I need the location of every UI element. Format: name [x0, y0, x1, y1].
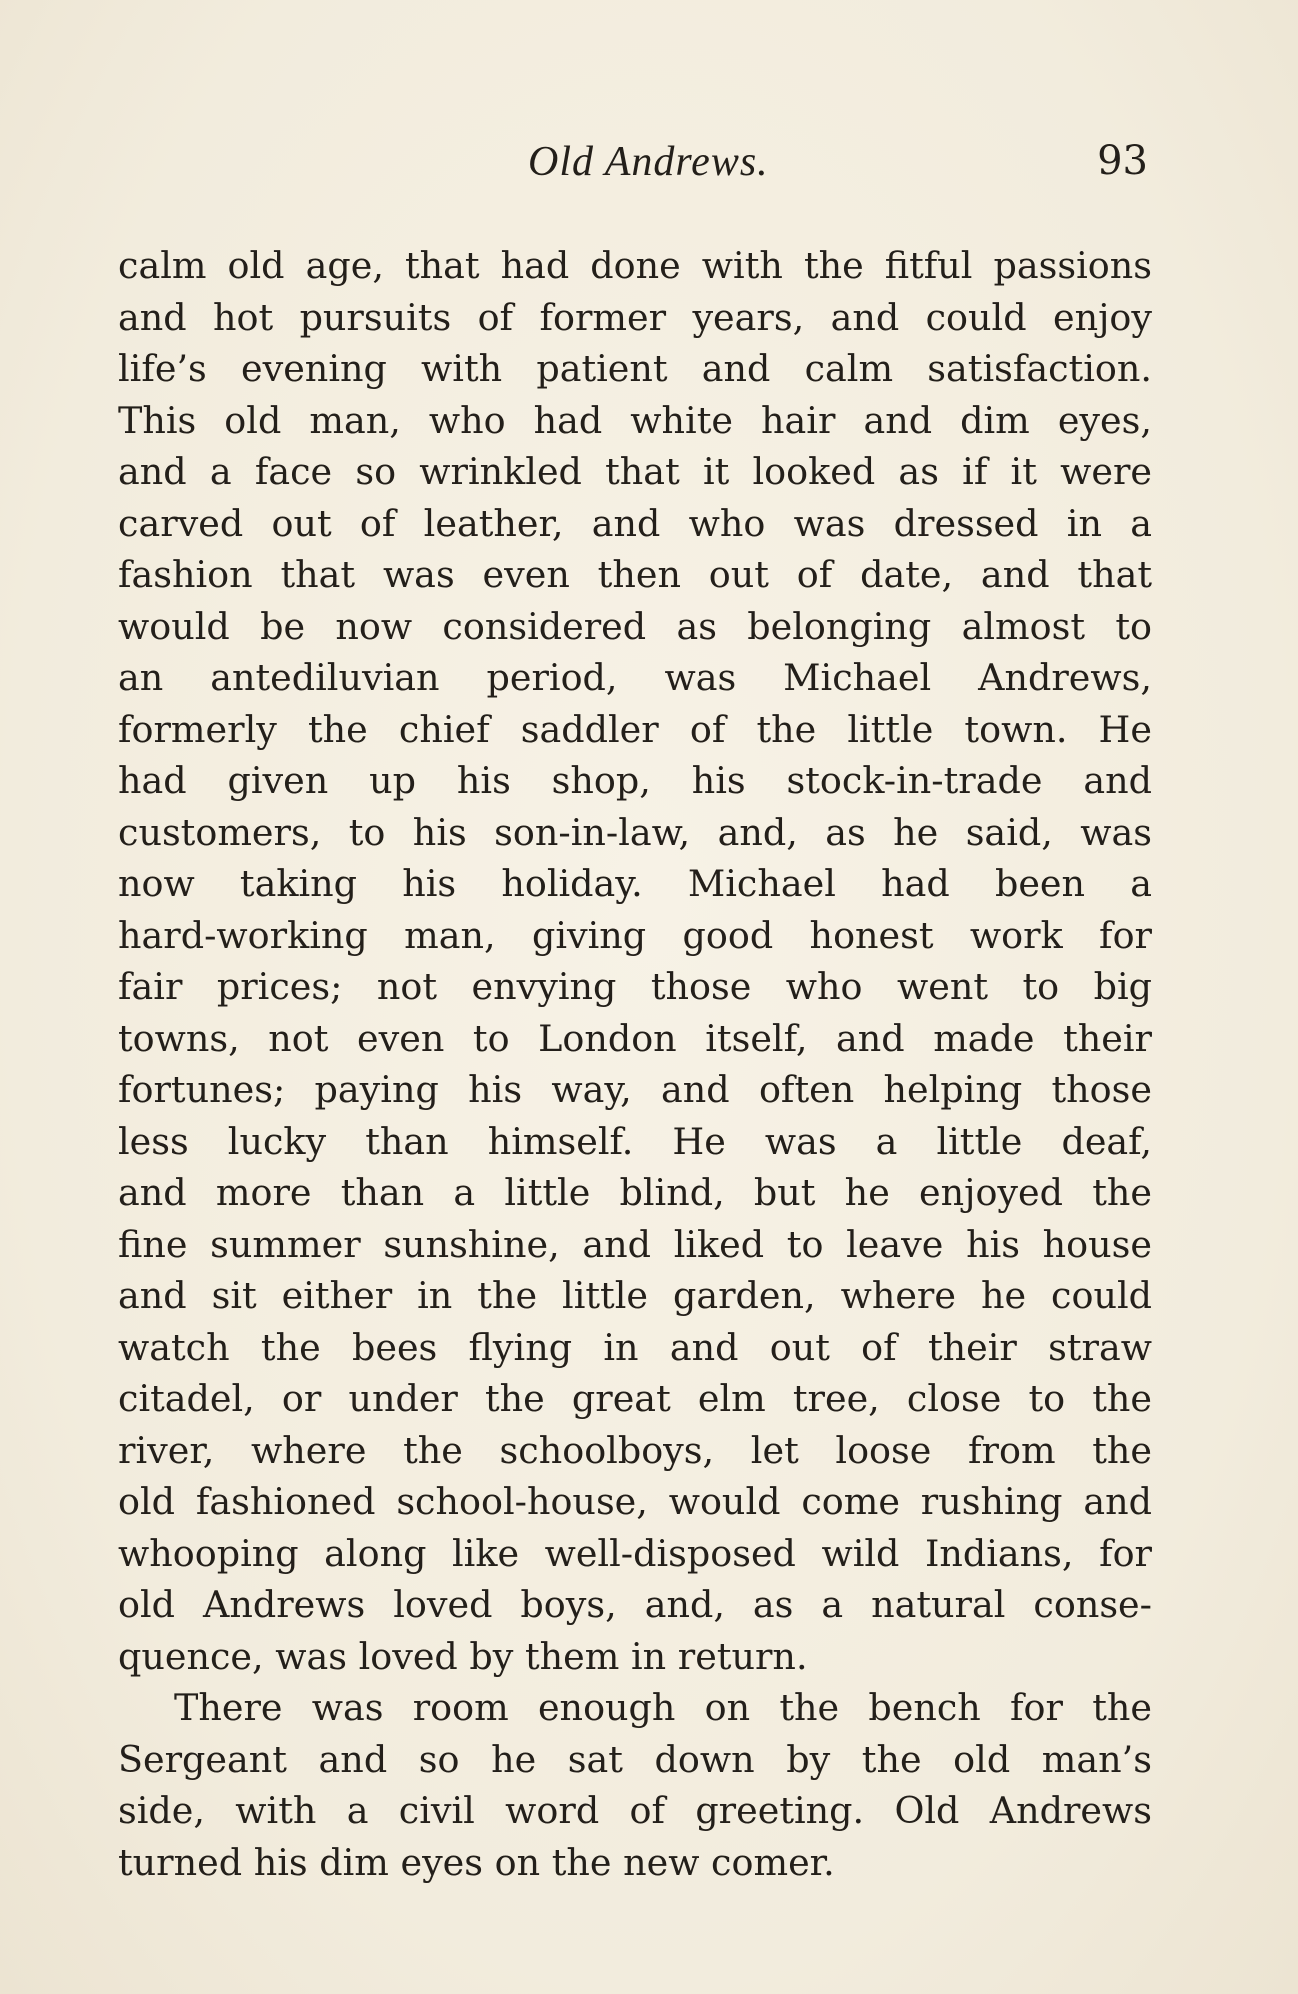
text-line: This old man, who had white hair and dim eyes,: [118, 398, 1152, 442]
text-line: had given up his shop, his stock-in-trade and: [118, 759, 1152, 802]
text-line: towns, not even to London itself, and made their: [118, 1016, 1152, 1060]
text-line: and sit either in the little garden, where he could: [118, 1274, 1152, 1317]
text-line: customers, to his son-in-law, and, as he said, was: [118, 810, 1152, 854]
text-line: turned his dim eyes on the new comer.: [118, 1840, 835, 1884]
page-number: 93: [1097, 138, 1148, 184]
text-line: side, with a civil word of greeting. Old Andrews: [118, 1789, 1152, 1832]
text-line: citadel, or under the great elm tree, close to the: [118, 1377, 1152, 1420]
running-title: Old Andrews.: [528, 139, 769, 185]
text-line: formerly the chief saddler of the little town. He: [118, 707, 1152, 751]
text-line: river, where the schoolboys, let loose from the: [118, 1428, 1152, 1472]
page-header: [118, 138, 1148, 192]
text-line: There was room enough on the bench for the: [174, 1686, 1152, 1729]
text-line: Sergeant and so he sat down by the old man’s: [118, 1737, 1152, 1781]
text-line: old Andrews loved boys, and, as a natural conse-: [118, 1583, 1152, 1626]
text-line: old fashioned school-house, would come rushing and: [118, 1480, 1152, 1523]
text-line: and more than a little blind, but he enjoyed the: [118, 1171, 1152, 1214]
text-line: fair prices; not envying those who went to big: [118, 965, 1152, 1008]
text-line: watch the bees flying in and out of their straw: [118, 1325, 1152, 1369]
text-line: fashion that was even then out of date, and that: [118, 553, 1152, 596]
text-line: would be now considered as belonging almost to: [118, 604, 1152, 648]
text-line: hard-working man, giving good honest work for: [118, 913, 1152, 957]
text-line: now taking his holiday. Michael had been a: [118, 862, 1152, 905]
text-line: fine summer sunshine, and liked to leave his house: [118, 1222, 1152, 1266]
text-line: less lucky than himself. He was a little deaf,: [118, 1119, 1152, 1163]
text-line: calm old age, that had done with the fitful passions: [118, 244, 1152, 287]
text-line: fortunes; paying his way, and often helping those: [118, 1068, 1152, 1111]
text-line: an antediluvian period, was Michael Andrews,: [118, 656, 1152, 699]
text-line: and a face so wrinkled that it looked as if it were: [118, 450, 1152, 493]
text-line: life’s evening with patient and calm satisfaction.: [118, 347, 1152, 390]
body-text: [118, 240, 1152, 1888]
text-line: whooping along like well-disposed wild Indians, for: [118, 1531, 1152, 1575]
text-line: quence, was loved by them in return.: [118, 1634, 808, 1678]
text-line: and hot pursuits of former years, and could enjoy: [118, 295, 1152, 339]
text-line: carved out of leather, and who was dressed in a: [118, 501, 1152, 545]
